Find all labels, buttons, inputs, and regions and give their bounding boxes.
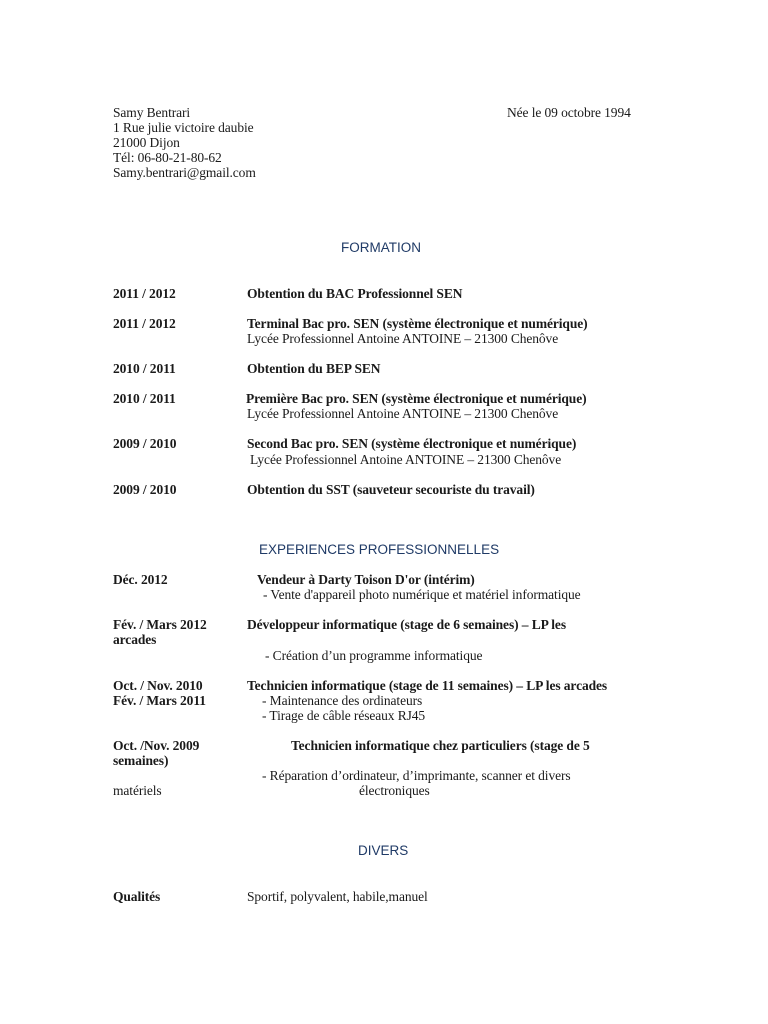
experience-detail: - Vente d'appareil photo numérique et matériel informatique: [263, 587, 581, 602]
experience-date: Oct. /Nov. 2009: [113, 738, 200, 753]
formation-title: Second Bac pro. SEN (système électronique et numérique): [247, 436, 577, 451]
experience-detail-tail-left: matériels: [113, 783, 162, 798]
candidate-name: Samy Bentrari: [113, 105, 191, 120]
qualities-label: Qualités: [113, 889, 161, 904]
formation-title: Obtention du BAC Professionnel SEN: [247, 286, 463, 301]
qualities-value: Sportif, polyvalent, habile,manuel: [247, 889, 428, 904]
formation-year: 2011 / 2012: [113, 286, 176, 301]
experience-detail: - Création d’un programme informatique: [265, 648, 483, 663]
formation-year: 2010 / 2011: [113, 361, 176, 376]
experience-detail-tail-right: électroniques: [359, 783, 430, 798]
experience-detail: - Tirage de câble réseaux RJ45: [262, 708, 426, 723]
experience-date-continued: arcades: [113, 632, 157, 647]
experiences-heading: EXPERIENCES PROFESSIONNELLES: [259, 542, 500, 557]
formation-title: Obtention du SST (sauveteur secouriste du travail): [247, 482, 535, 497]
formation-year: 2011 / 2012: [113, 316, 176, 331]
experience-date: Oct. / Nov. 2010: [113, 678, 203, 693]
experience-detail: - Maintenance des ordinateurs: [262, 693, 423, 708]
address-line: 1 Rue julie victoire daubie: [113, 120, 254, 135]
divers-heading: DIVERS: [358, 843, 409, 858]
formation-year: 2009 / 2010: [113, 436, 177, 451]
experience-date-continued: semaines): [113, 753, 169, 768]
phone-line: Tél: 06-80-21-80-62: [113, 150, 222, 165]
experience-date: Fév. / Mars 2012: [113, 617, 207, 632]
city-line: 21000 Dijon: [113, 135, 180, 150]
formation-title: Première Bac pro. SEN (système électronique et numérique): [246, 391, 587, 406]
formation-year: 2009 / 2010: [113, 482, 177, 497]
email-line: Samy.bentrari@gmail.com: [113, 165, 256, 180]
formation-detail: Lycée Professionnel Antoine ANTOINE – 21300 Chenôve: [247, 406, 559, 421]
formation-detail: Lycée Professionnel Antoine ANTOINE – 21300 Chenôve: [250, 452, 562, 467]
formation-year: 2010 / 2011: [113, 391, 176, 406]
birth-date: Née le 09 octobre 1994: [507, 105, 631, 120]
formation-heading: FORMATION: [341, 240, 421, 255]
experience-title: Vendeur à Darty Toison D'or (intérim): [257, 572, 475, 587]
experience-title: Développeur informatique (stage de 6 semaines) – LP les: [247, 617, 566, 632]
experience-date-second: Fév. / Mars 2011: [113, 693, 206, 708]
experience-title: Technicien informatique chez particuliers (stage de 5: [291, 738, 590, 753]
experience-detail: - Réparation d’ordinateur, d’imprimante, scanner et divers: [262, 768, 571, 783]
experience-date: Déc. 2012: [113, 572, 168, 587]
formation-title: Obtention du BEP SEN: [247, 361, 381, 376]
formation-detail: Lycée Professionnel Antoine ANTOINE – 21300 Chenôve: [247, 331, 559, 346]
experience-title: Technicien informatique (stage de 11 semaines) – LP les arcades: [247, 678, 608, 693]
formation-title: Terminal Bac pro. SEN (système électronique et numérique): [247, 316, 588, 331]
